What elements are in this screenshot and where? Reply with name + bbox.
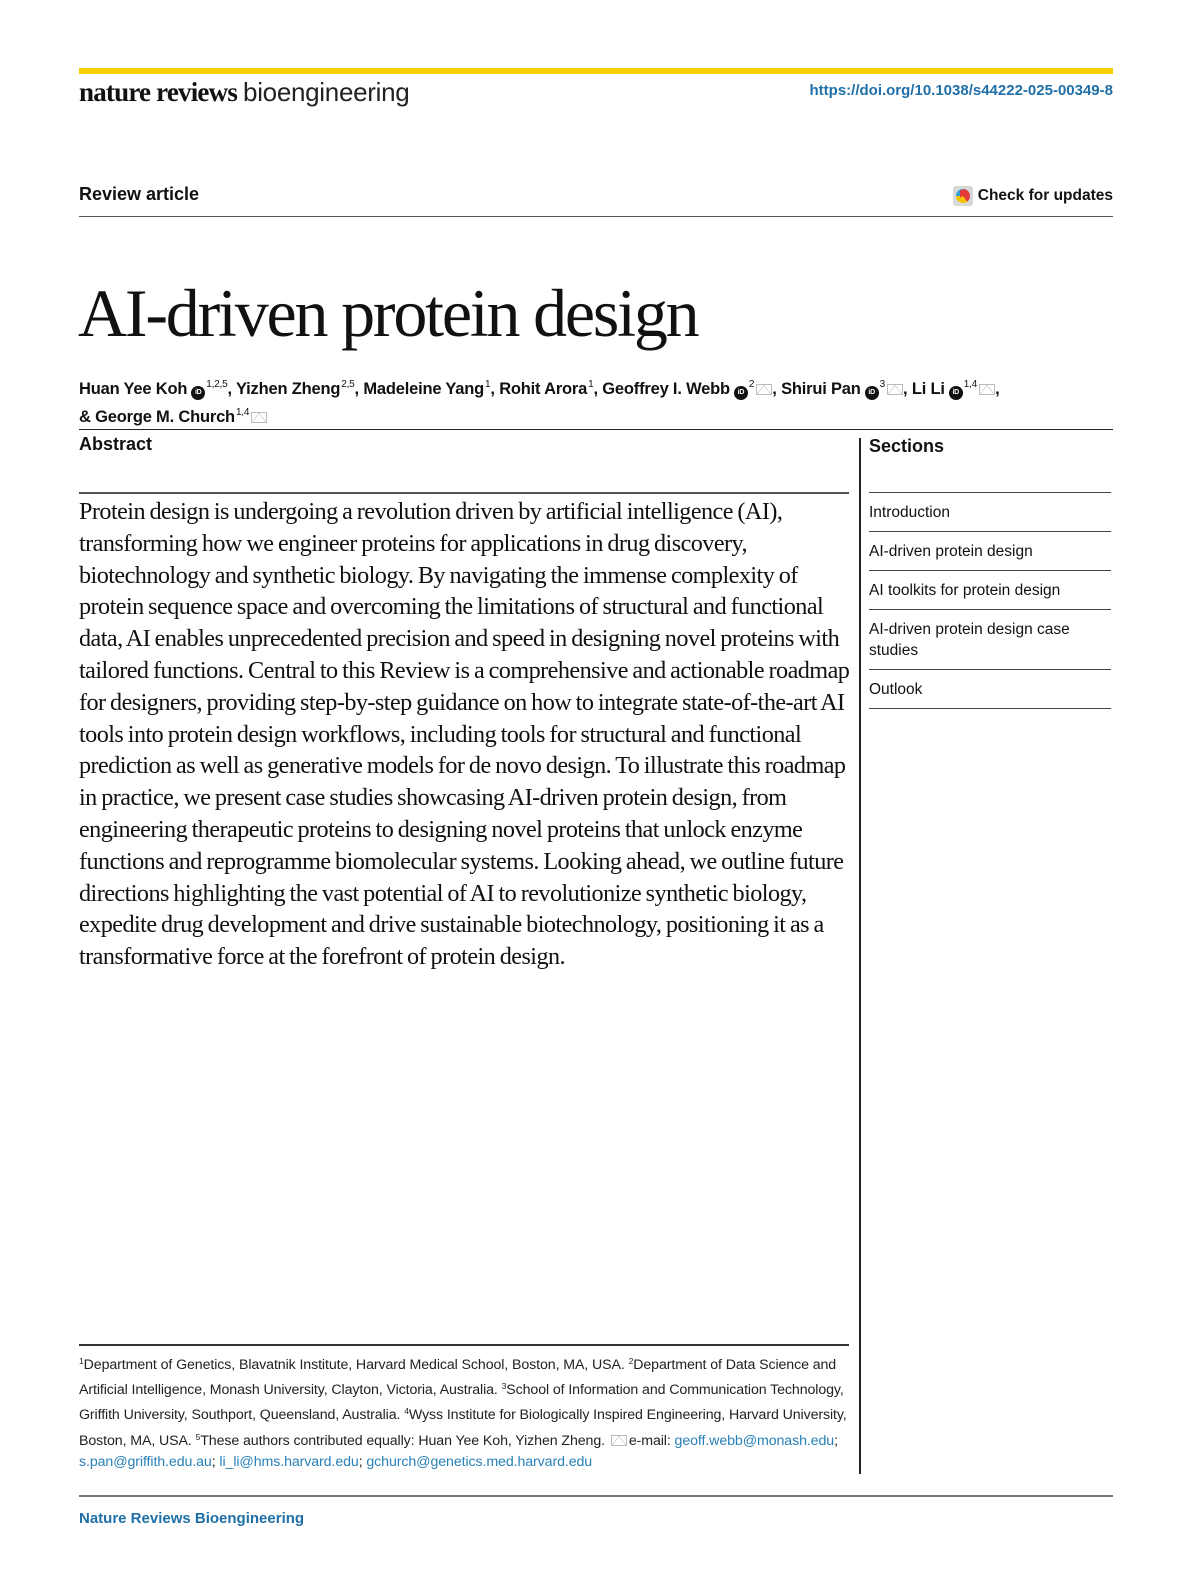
author xyxy=(79,380,228,398)
author-name[interactable]: Li Li xyxy=(911,380,945,398)
email-link-pan[interactable]: s.pan@griffith.edu.au xyxy=(79,1453,212,1470)
author-affiliation-sup: 1,4 xyxy=(963,379,978,390)
author-separator: , xyxy=(772,380,782,398)
orcid-icon[interactable]: iD xyxy=(865,386,879,400)
check-for-updates-button[interactable] xyxy=(953,186,1113,206)
affiliations: $^1$Department of Genetics, Blavatnik Institute, Harvard Medical School, Boston, MA, USA. $^2$Department of Data Science and Artificial Intelligence, Monash University, Clayton, Victoria, Australia. $^3$School of Information and Communication Technology, Griffith University, Southport, Queensland, Australia. $^4$Wyss Institute for Biologically Inspired Engineering, Harvard University, Boston, MA, USA. $^5$These authors contributed equally: Huan Yee Koh, Yizhen Zheng. e-mail: geoff.webb@monash.edu; s.pan@griffith.edu.au; li_li@hms.harvard.edu; gchurch@genetics.med.harvard.edu xyxy=(79,1356,847,1470)
affiliation-3: $^3$School of Information and Communication Technology, Griffith University, Southport, Queensland, Australia. xyxy=(79,1381,844,1424)
author-name[interactable]: Madeleine Yang xyxy=(363,380,485,398)
affiliation-5: $^5$These authors contributed equally: Huan Yee Koh, Yizhen Zheng. xyxy=(195,1431,609,1449)
author xyxy=(781,380,903,398)
section-link-ai-toolkits[interactable]: AI toolkits for protein design xyxy=(869,571,1111,610)
author-name[interactable]: George M. Church xyxy=(95,408,235,426)
sections-nav xyxy=(869,492,1111,709)
affiliations-divider xyxy=(79,1344,849,1346)
section-link-case-studies[interactable]: AI-driven protein design case studies xyxy=(869,610,1111,670)
footer-journal-link[interactable]: Nature Reviews Bioengineering xyxy=(79,1510,305,1527)
author-name[interactable]: Huan Yee Koh xyxy=(79,380,188,398)
orcid-icon[interactable]: iD xyxy=(734,386,748,400)
article-title: AI-driven protein design xyxy=(78,274,698,351)
author-separator: , xyxy=(490,380,500,398)
email-link-li[interactable]: li_li@hms.harvard.edu xyxy=(219,1453,359,1470)
author-separator: , xyxy=(227,380,236,398)
author-affiliation-sup: 2,5 xyxy=(341,379,355,390)
envelope-icon[interactable] xyxy=(979,384,995,395)
author xyxy=(602,380,772,398)
abstract-heading: Abstract xyxy=(79,434,153,454)
author-affiliation-sup: 2 xyxy=(748,379,755,390)
envelope-icon[interactable] xyxy=(887,384,903,395)
author-separator: , xyxy=(354,380,364,398)
article-type: Review article xyxy=(79,184,200,204)
email-link-church[interactable]: gchurch@genetics.med.harvard.edu xyxy=(366,1453,593,1470)
column-divider xyxy=(859,438,861,1474)
author-affiliation-sup: 1 xyxy=(485,379,491,390)
author-list xyxy=(79,373,1113,429)
author-name[interactable]: Rohit Arora xyxy=(499,380,588,398)
orcid-icon[interactable]: iD xyxy=(191,386,205,400)
author-ampersand: & xyxy=(79,408,96,426)
author xyxy=(912,380,995,398)
email-label: e-mail: xyxy=(628,1432,675,1449)
author xyxy=(95,408,267,426)
article-type-row xyxy=(79,184,1113,217)
footer-divider xyxy=(79,1495,1113,1497)
journal-name-light: bioengineering xyxy=(243,77,410,107)
affiliation-2: $^2$Department of Data Science and Artificial Intelligence, Monash University, Clayton, Victoria, Australia. xyxy=(79,1356,837,1399)
author xyxy=(499,380,593,398)
author xyxy=(236,380,355,398)
section-link-outlook[interactable]: Outlook xyxy=(869,670,1111,709)
author-name[interactable]: Shirui Pan xyxy=(781,380,861,398)
abstract-divider xyxy=(79,492,849,494)
journal-name-bold: nature reviews xyxy=(79,77,238,107)
author-name[interactable]: Geoffrey I. Webb xyxy=(602,380,730,398)
email-link-webb[interactable]: geoff.webb@monash.edu xyxy=(674,1432,835,1449)
affiliation-1: $^1$Department of Genetics, Blavatnik Institute, Harvard Medical School, Boston, MA, USA. xyxy=(79,1356,629,1373)
header-divider xyxy=(79,429,1113,430)
journal-accent-bar xyxy=(79,68,1113,74)
orcid-icon[interactable]: iD xyxy=(949,386,963,400)
check-updates-label: Check for updates xyxy=(977,187,1113,204)
check-updates-icon xyxy=(953,186,973,206)
author-affiliation-sup: 1 xyxy=(588,379,594,390)
affiliation-4: $^4$Wyss Institute for Biologically Inspired Engineering, Harvard University, Boston, MA, USA. xyxy=(79,1406,847,1449)
author-affiliation-sup: 1,2,5 xyxy=(206,379,228,390)
author-separator: , xyxy=(593,380,603,398)
author-name[interactable]: Yizhen Zheng xyxy=(235,380,341,398)
section-link-introduction[interactable]: Introduction xyxy=(869,493,1111,532)
author-affiliation-sup: 1,4 xyxy=(235,407,250,418)
author-separator: , xyxy=(903,380,912,398)
envelope-icon xyxy=(611,1435,627,1446)
envelope-icon[interactable] xyxy=(756,384,772,395)
journal-logo xyxy=(79,77,409,108)
author-separator: , xyxy=(995,380,1000,398)
section-link-ai-driven-protein-design[interactable]: AI-driven protein design xyxy=(869,532,1111,571)
envelope-icon[interactable] xyxy=(251,412,267,423)
doi-link[interactable]: https://doi.org/10.1038/s44222-025-00349-8 xyxy=(809,82,1113,99)
abstract-text: Protein design is undergoing a revolution driven by artificial intelligence (AI), transforming how we engineer proteins for applications in drug discovery, biotechnology and synthetic biology. By navigating the immense complexity of protein sequence space and overcoming the limitations of structural and functional data, AI enables unprecedented precision and speed in designing novel proteins with tailored functions. Central to this Review is a comprehensive and actionable roadmap for designers, providing step-by-step guidance on how to integrate state-of-the-art AI tools into protein design workflows, including tools for structural and functional prediction as well as generative models for de novo design. To illustrate this roadmap in practice, we present case studies showcasing AI-driven protein design, from engineering therapeutic proteins to designing novel proteins that unlock enzyme functions and reprogramme biomolecular systems. Looking ahead, we outline future directions highlighting the vast potential of AI to revolutionize synthetic biology, expedite drug development and drive sustainable biotechnology, positioning it as a transformative force at the forefront of protein design. xyxy=(79,498,850,971)
author-affiliation-sup: 3 xyxy=(879,379,886,390)
author xyxy=(363,380,490,398)
sections-heading: Sections xyxy=(869,436,945,456)
